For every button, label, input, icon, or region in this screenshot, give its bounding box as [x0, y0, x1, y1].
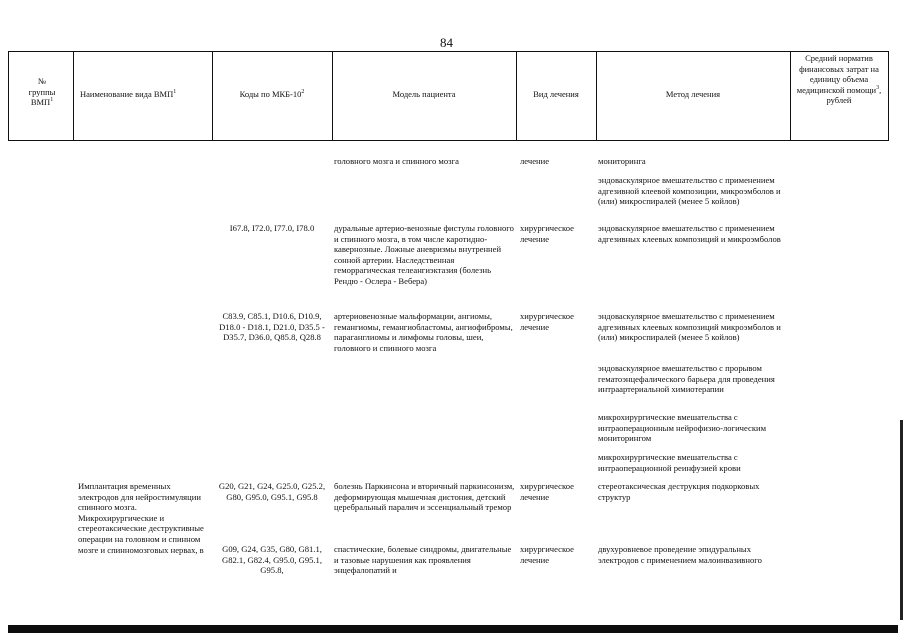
col-divider: [596, 51, 597, 141]
treatment-method-cell: стереотаксическая деструкция подкорковых структур: [598, 481, 760, 502]
header-cost-norm-unit: , рублей: [826, 84, 882, 105]
patient-model-cell: дуральные артерио-венозные фистулы головного и спинного мозга, в том числе каротидно-кавернозные. Ложные аневризмы внутренней сонной артерии. Наследственная геморрагическая телеангиэктазия (болезнь Рендю - Ослера - Вебера): [334, 223, 514, 286]
icd-codes-cell: I67.8, I72.0, I77.0, I78.0: [229, 223, 315, 233]
patient-model-cell: артериовенозные мальформации, ангиомы, гемангиомы, гемангиобластомы, ангиофибромы, параганглиомы и лимфомы головы, шеи, головного и спинного мозга: [334, 311, 513, 353]
patient-model-cell: головного мозга и спинного мозга: [334, 156, 459, 166]
treatment-type-cell: хирургическое лечение: [520, 223, 574, 244]
header-treatment-type: Вид лечения: [533, 89, 579, 99]
header-cost-norm-label: Средний норматив финансовых затрат на единицу объема медицинской помощи: [796, 53, 879, 95]
treatment-type-cell: хирургическое лечение: [520, 311, 574, 332]
vmp-name-cell: Имплантация временных электродов для нейростимуляции спинного мозга. Микрохирургические и стереотаксические деструктивные операции на головном и спинном мозге и спинномозговых нервах, в: [78, 481, 204, 555]
header-top-rule: [8, 51, 888, 52]
patient-model-cell: болезнь Паркинсона и вторичный паркинсонизм, деформирующая мышечная дистония, детский церебральный паралич и эссенциальный тремор: [334, 481, 515, 513]
header-patient-model: Модель пациента: [392, 89, 456, 99]
treatment-method-cell: двухуровневое проведение эпидуральных электродов с применением малоинвазивного: [598, 544, 762, 565]
col-divider: [332, 51, 333, 141]
treatment-method-cell: эндоваскулярное вмешательство с применением адгезивной клеевой композиции, микроэмболов и (или) микроспиралей (менее 5 койлов): [598, 175, 781, 207]
header-group-label: № группы ВМП: [28, 76, 56, 107]
icd-codes-cell: C83.9, C85.1, D10.6, D10.9, D18.0 - D18.1, D21.0, D35.5 - D35.7, D36.0, Q85.8, Q28.8: [219, 311, 325, 343]
treatment-method-cell: эндоваскулярное вмешательство с применением адгезивных клеевых композиций микроэмболов и (или) микроспиралей (менее 5 койлов): [598, 311, 781, 343]
header-group-number: [24, 76, 60, 108]
header-vmp-name-label: Наименование вида ВМП: [80, 89, 174, 99]
header-vmp-name: [80, 89, 208, 100]
treatment-type-cell: лечение: [520, 156, 550, 166]
patient-model-cell: спастические, болевые синдромы, двигательные и тазовые нарушения как проявления энцефалопатий и: [334, 544, 512, 576]
icd-codes-cell: G09, G24, G35, G80, G81.1, G82.1, G82.4, G95.0, G95.1, G95.8,: [221, 544, 323, 576]
scan-edge-shadow: [8, 625, 898, 633]
header-icd-codes-footnote: 2: [301, 89, 305, 96]
treatment-method-cell: эндоваскулярное вмешательство с применением адгезивных клеевых композиций и микроэмболов: [598, 223, 781, 244]
scan-edge-shadow: [900, 420, 903, 620]
treatment-method-cell: мониторинга: [598, 156, 646, 166]
header-icd-codes-label: Коды по МКБ-10: [239, 89, 302, 99]
header-treatment-method: Метод лечения: [665, 89, 721, 99]
header-bottom-rule: [8, 140, 888, 141]
treatment-method-cell: микрохирургические вмешательства с интраоперационной реинфузией крови: [598, 452, 741, 473]
col-divider: [73, 51, 74, 141]
header-cost-norm-footnote: 3: [876, 84, 880, 91]
col-divider: [516, 51, 517, 141]
treatment-method-cell: микрохирургические вмешательства с интраоперационным нейрофизио-логическим мониторингом: [598, 412, 767, 444]
treatment-type-cell: хирургическое лечение: [520, 544, 574, 565]
col-divider: [790, 51, 791, 141]
col-divider: [8, 51, 9, 141]
treatment-type-cell: хирургическое лечение: [520, 481, 574, 502]
header-cost-norm: [792, 53, 886, 106]
header-icd-codes: [214, 89, 330, 100]
header-group-footnote: 1: [50, 97, 54, 104]
header-vmp-name-footnote: 1: [173, 89, 177, 96]
col-divider: [212, 51, 213, 141]
col-divider: [888, 51, 889, 141]
treatment-method-cell: эндоваскулярное вмешательство с прорывом гематоэнцефалического барьера для проведения интраартериальной химиотерапии: [598, 363, 775, 395]
icd-codes-cell: G20, G21, G24, G25.0, G25.2, G80, G95.0, G95.1, G95.8: [218, 481, 326, 502]
page-number: 84: [440, 35, 453, 50]
